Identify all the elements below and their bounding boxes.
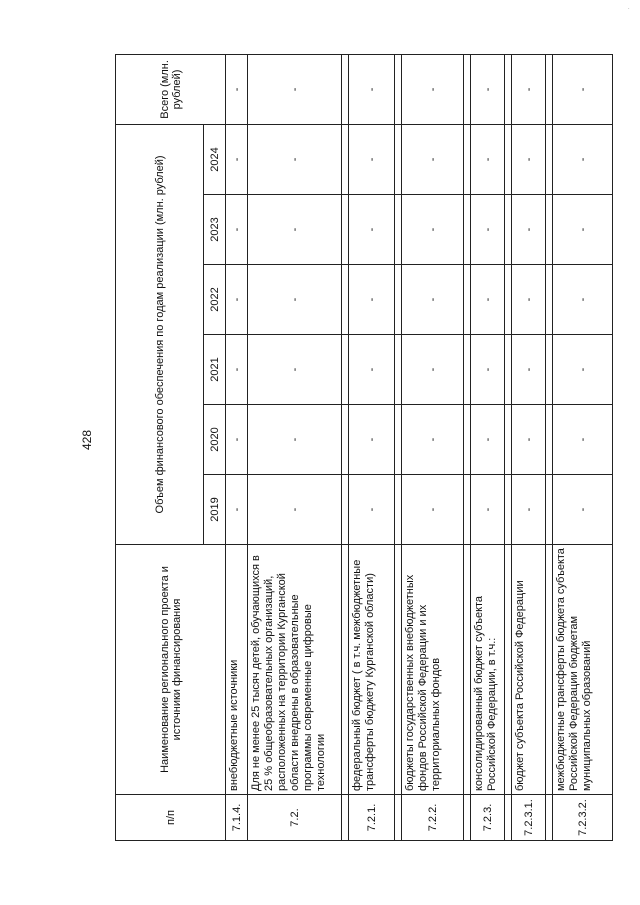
cell-value: - (512, 124, 546, 194)
corner-mark: · (627, 4, 630, 13)
table-row (402, 54, 464, 840)
cell-value: - (512, 335, 546, 405)
cell-value: - (248, 335, 342, 405)
row-num: 7.2.3. (471, 795, 505, 841)
row-name: Для не менее 25 тысяч детей, обучающихся в 25 % общеобразовательных организаций, расположенных на территории Курганской области внедрены в образовательные программы современные цифровые технологии (248, 545, 342, 795)
row-divider (464, 54, 471, 840)
cell-total: - (402, 54, 464, 124)
cell-total: - (226, 54, 248, 124)
cell-value: - (471, 475, 505, 545)
cell-value: - (226, 195, 248, 265)
row-name: бюджет субъекта Российской Федерации (512, 545, 546, 795)
cell-value: - (553, 124, 613, 194)
cell-value: - (512, 195, 546, 265)
cell-value: - (226, 405, 248, 475)
header-year: 2024 (204, 124, 226, 194)
cell-value: - (402, 195, 464, 265)
cell-value: - (471, 405, 505, 475)
cell-value: - (553, 335, 613, 405)
row-num: 7.2.2. (402, 795, 464, 841)
header-year: 2021 (204, 335, 226, 405)
cell-value: - (226, 124, 248, 194)
row-name: консолидированный бюджет субъекта Российской Федерации, в т.ч.: (471, 545, 505, 795)
header-name: Наименование регионального проекта и источники финансирования (116, 545, 226, 795)
cell-value: - (553, 195, 613, 265)
cell-value: - (471, 265, 505, 335)
cell-value: - (402, 475, 464, 545)
table-row (226, 54, 248, 840)
row-name: бюджеты государственных внебюджетных фондов Российской Федерации и их территориальных фондов (402, 545, 464, 795)
table-row (248, 54, 342, 840)
cell-value: - (553, 475, 613, 545)
table-container (115, 55, 593, 841)
cell-total: - (553, 54, 613, 124)
cell-value: - (349, 124, 395, 194)
cell-value: - (512, 475, 546, 545)
row-name: межбюджетные трансферты бюджета субъекта Российской Федерации бюджетам муниципальных образований (553, 545, 613, 795)
table-row (512, 54, 546, 840)
cell-value: - (248, 265, 342, 335)
cell-value: - (349, 265, 395, 335)
cell-value: - (248, 124, 342, 194)
cell-value: - (349, 405, 395, 475)
header-year: 2019 (204, 475, 226, 545)
cell-value: - (553, 405, 613, 475)
row-divider (342, 54, 349, 840)
cell-value: - (226, 335, 248, 405)
cell-value: - (248, 195, 342, 265)
header-total: Всего (млн. рублей) (116, 54, 226, 124)
row-name: внебюджетные источники (226, 545, 248, 795)
cell-total: - (349, 54, 395, 124)
row-num: 7.2. (248, 795, 342, 841)
cell-value: - (226, 475, 248, 545)
row-num: 7.2.3.2. (553, 795, 613, 841)
cell-value: - (402, 265, 464, 335)
header-year: 2020 (204, 405, 226, 475)
page-number: 428 (80, 429, 94, 451)
cell-value: - (402, 335, 464, 405)
cell-total: - (471, 54, 505, 124)
cell-total: - (512, 54, 546, 124)
row-name: федеральный бюджет ( в т.ч. межбюджетные трансферты бюджету Курганской области) (349, 545, 395, 795)
row-divider (546, 54, 553, 840)
row-num: 7.1.4. (226, 795, 248, 841)
cell-value: - (226, 265, 248, 335)
row-divider (505, 54, 512, 840)
cell-total: - (248, 54, 342, 124)
header-year: 2023 (204, 195, 226, 265)
row-num: 7.2.3.1. (512, 795, 546, 841)
rotated-table-box (115, 55, 593, 841)
header-num: п/п (116, 795, 226, 841)
table-row (349, 54, 395, 840)
cell-value: - (512, 265, 546, 335)
header-volume: Объем финансового обеспечения по годам реализации (млн. рублей) (116, 124, 204, 544)
row-num: 7.2.1. (349, 795, 395, 841)
cell-value: - (349, 335, 395, 405)
cell-value: - (248, 405, 342, 475)
cell-value: - (512, 405, 546, 475)
table-row (471, 54, 505, 840)
cell-value: - (248, 475, 342, 545)
cell-value: - (471, 195, 505, 265)
cell-value: - (349, 475, 395, 545)
cell-value: - (471, 124, 505, 194)
row-divider (395, 54, 402, 840)
cell-value: - (553, 265, 613, 335)
table-row (553, 54, 613, 840)
cell-value: - (402, 405, 464, 475)
cell-value: - (349, 195, 395, 265)
cell-value: - (471, 335, 505, 405)
funding-table (115, 54, 613, 841)
header-year: 2022 (204, 265, 226, 335)
cell-value: - (402, 124, 464, 194)
